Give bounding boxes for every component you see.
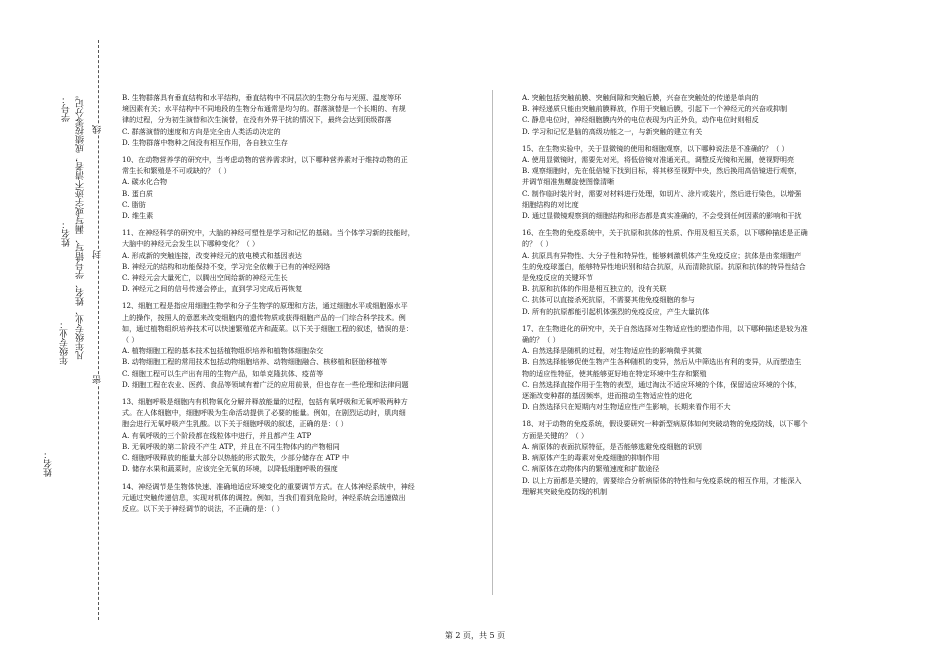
question-stem-line: 胞会进行无氧呼吸产生乳酸。以下关于细胞呼吸的叙述，正确的是：（ ） bbox=[122, 419, 348, 429]
answer-option: B. 神经递质只能由突触前膜释放，作用于突触后膜，引起下一个神经元的兴奋或抑制 bbox=[522, 104, 788, 114]
answer-option: C. 自然选择直接作用于生物的表型，通过淘汰不适应环境的个体，保留适应环境的个体， bbox=[522, 379, 802, 389]
answer-option: D. 学习和记忆是脑的高级功能之一，与新突触的建立有关 bbox=[522, 126, 703, 136]
answer-option: C. 神经元会大量死亡，以腾出空间给新的神经元生长 bbox=[122, 273, 288, 283]
question-block bbox=[522, 323, 867, 413]
class-label: 年级专业： bbox=[60, 320, 70, 365]
question-stem-line: 确的？（ ） bbox=[522, 335, 560, 345]
left-column bbox=[122, 92, 462, 520]
answer-option: C. 细胞工程可以生产出有用的生物产品，如单克隆抗体、疫苗等 bbox=[122, 368, 324, 378]
answer-option: D. 神经元之间的信号传递会停止，直到学习完成后再恢复 bbox=[122, 284, 303, 294]
answer-option: 是免疫反应的关键环节 bbox=[522, 273, 593, 283]
answer-option: A. 自然选择是随机的过程，对生物适应性的影响微乎其微 bbox=[522, 346, 702, 356]
question-block bbox=[122, 396, 462, 474]
answer-option: D. 生物群落中物种之间没有相互作用，各自独立生存 bbox=[122, 137, 289, 147]
question-stem-line: 式。在人体细胞中，细胞呼吸为生命活动提供了必要的能量。例如，在剧烈运动时，肌肉细 bbox=[122, 408, 406, 418]
answer-option: B. 观察细胞时，先在低倍镜下找到目标，将其移至视野中央，然后换用高倍镜进行观察， bbox=[522, 166, 802, 176]
answer-option: A. 形成新的突触连接，改变神经元的放电模式和基因表达 bbox=[122, 250, 302, 260]
answer-option: 细胞结构的对比度 bbox=[522, 199, 579, 209]
question-stem-line: 反应。以下关于神经调节的说法，不正确的是：（ ） bbox=[122, 503, 284, 513]
school-label: 姓名： bbox=[44, 450, 54, 477]
answer-option: B. 自然选择能够促使生物产生各种随机的变异，然后从中筛选出有利的变异，从而塑造生 bbox=[522, 357, 802, 367]
answer-option: D. 维生素 bbox=[122, 211, 154, 221]
right-column bbox=[522, 92, 867, 503]
answer-option: 并调节细准焦螺旋使图像清晰 bbox=[522, 177, 615, 187]
question-block bbox=[522, 143, 867, 221]
answer-option: 理解其突破免疫防线的机制 bbox=[522, 486, 608, 496]
question-block bbox=[122, 92, 462, 148]
answer-option: C. 静息电位时，神经细胞膜内外的电位表现为内正外负，动作电位时则相反 bbox=[522, 115, 759, 125]
answer-option: D. 通过显微镜观察到的细胞结构和形态都是真实准确的，不会受到任何因素的影响和干扰 bbox=[522, 211, 802, 221]
answer-option: 物的适应性特征，使其能够更好地在特定环境中生存和繁殖 bbox=[522, 368, 707, 378]
answer-option: D. 以上方面都是关键的，需要综合分析病原体的特性和与免疫系统的相互作用，才能深入 bbox=[522, 475, 802, 485]
seal-mark-xian: 线 bbox=[93, 125, 103, 134]
question-stem-line: 14、神经调节是生物体快速、准确地适应环境变化的重要调节方式。在人体神经系统中，神经 bbox=[122, 481, 415, 491]
answer-option: D. 自然选择只在短期内对生物适应性产生影响，长期来看作用不大 bbox=[522, 402, 731, 412]
question-stem-line: 17、在生物进化的研究中，关于自然选择对生物适应性的塑造作用，以下哪种描述是较为准 bbox=[522, 323, 808, 333]
question-block bbox=[522, 92, 867, 137]
page-number: 第 2 页，共 5 页 bbox=[444, 631, 506, 640]
question-block bbox=[522, 418, 867, 496]
answer-option: C. 制作临时装片时，需要对材料进行处理，如切片、涂片或装片，然后进行染色，以增强 bbox=[522, 188, 802, 198]
id-label: 学号： bbox=[62, 95, 72, 122]
answer-option: A. 碳水化合物 bbox=[122, 177, 168, 187]
answer-option: A. 使用显微镜时，需要先对光，将低倍镜对准通光孔，调整反光镜和光圈，使视野明亮 bbox=[522, 155, 795, 165]
answer-option: D. 细胞工程在农业、医药、食品等领域有着广泛的应用前景，但也存在一些伦理和法律问题 bbox=[122, 379, 409, 389]
answer-option: C. 病原体在动物体内的繁殖速度和扩散途径 bbox=[522, 464, 660, 474]
question-stem-line: 10、在动物营养学的研究中，当考虑动物的营养需求时，以下哪种营养素对于维持动物的正 bbox=[122, 155, 408, 165]
answer-option: C. 群落演替的速度和方向是完全由人类活动决定的 bbox=[122, 126, 281, 136]
answer-option: B. 病原体产生的毒素对免疫细胞的抑制作用 bbox=[522, 453, 660, 463]
binding-warning: 凡年级专业、姓名、学号错写、漏写或字迹不清者，成绩按零分记。 bbox=[76, 90, 86, 360]
answer-option: C. 抗体可以直接杀死抗原，不需要其他免疫细胞的参与 bbox=[522, 295, 695, 305]
question-block bbox=[122, 481, 462, 515]
answer-option: D. 所有的抗原都能引起机体强烈的免疫反应，产生大量抗体 bbox=[522, 306, 710, 316]
question-stem-line: 13、细胞呼吸是细胞内有机物氧化分解并释放能量的过程，包括有氧呼吸和无氧呼吸两种方 bbox=[122, 397, 408, 407]
question-stem-line: 15、在生物实验中，关于显微镜的使用和细胞观察，以下哪种说法是不准确的？（ ） bbox=[522, 143, 789, 153]
question-stem-line: 18、对于动物的免疫系统，假设要研究一种新型病原体如何突破动物的免疫防线，以下哪个 bbox=[522, 419, 808, 429]
answer-option: A. 植物细胞工程的基本技术包括植物组织培养和植物体细胞杂交 bbox=[122, 346, 324, 356]
answer-option: 逐渐改变种群的基因频率，进而推动生物适应性的进化 bbox=[522, 391, 693, 401]
name-label: 姓名： bbox=[62, 220, 72, 247]
column-divider bbox=[492, 90, 493, 595]
question-stem-line: 元通过突触传递信息，实现对机体的调控。例如，当我们看到危险时，神经系统会迅速做出 bbox=[122, 492, 406, 502]
answer-option: B. 抗原和抗体的作用是相互独立的，没有关联 bbox=[522, 284, 667, 294]
question-stem-line: 的？（ ） bbox=[522, 239, 553, 249]
question-stem-line: 上的操作，按照人的意愿来改变细胞内的遗传物质或获得细胞产品的一门综合科学技术。例 bbox=[122, 312, 406, 322]
question-block bbox=[522, 227, 867, 317]
seal-mark-feng: 封 bbox=[93, 250, 103, 259]
question-block bbox=[122, 154, 462, 221]
answer-option: C. 细胞呼吸释放的能量大部分以热能的形式散失，少部分储存在 ATP 中 bbox=[122, 453, 350, 463]
answer-option: A. 突触包括突触前膜、突触间隙和突触后膜，兴奋在突触处的传递是单向的 bbox=[522, 93, 759, 102]
answer-option: C. 脂肪 bbox=[122, 199, 146, 209]
question-stem-line: 如，通过植物组织培养技术可以快速繁殖花卉和蔬菜。以下关于细胞工程的叙述，错误的是： bbox=[122, 323, 413, 333]
answer-option: A. 有氧呼吸的三个阶段都在线粒体中进行，并且都产生 ATP bbox=[122, 430, 312, 440]
answer-option: B. 无氧呼吸的第二阶段不产生 ATP，并且在不同生物体内的产物相同 bbox=[122, 441, 340, 451]
answer-option: B. 生物群落具有垂直结构和水平结构，垂直结构中不同层次的生物分布与光照、温度等环 bbox=[122, 93, 402, 102]
question-block bbox=[122, 227, 462, 294]
question-stem-line: 方面是关键的？（ ） bbox=[522, 430, 589, 440]
answer-option: B. 神经元的结构和功能保持不变，学习完全依赖于已有的神经网络 bbox=[122, 261, 331, 271]
answer-option: 境因素有关；水平结构中不同地段的生物分布通常是均匀的。群落演替是一个长期的、有规 bbox=[122, 104, 406, 114]
answer-option: 律的过程，分为初生演替和次生演替，在没有外界干扰的情况下，最终会达到顶级群落 bbox=[122, 115, 392, 125]
question-stem-line: 16、在生物的免疫系统中，关于抗原和抗体的性质、作用及相互关系，以下哪种描述是正确 bbox=[522, 228, 808, 238]
question-stem-line: 11、在神经科学的研究中，大脑的神经可塑性是学习和记忆的基础。当个体学习新的技能时， bbox=[122, 228, 415, 238]
question-stem-line: 12、细胞工程是指应用细胞生物学和分子生物学的原理和方法，通过细胞水平或细胞器水平 bbox=[122, 301, 408, 311]
question-stem-line: 大脑中的神经元会发生以下哪种变化？（ ） bbox=[122, 239, 260, 249]
question-block bbox=[122, 300, 462, 390]
answer-option: A. 病原体的表面抗原特征，是否能够逃避免疫细胞的识别 bbox=[522, 441, 702, 451]
question-stem-line: 常生长和繁殖是不可或缺的？（ ） bbox=[122, 166, 231, 176]
answer-option: D. 储存水果和蔬菜时，应该完全无氧的环境，以降低细胞呼吸的强度 bbox=[122, 464, 338, 474]
answer-option: B. 蛋白质 bbox=[122, 188, 154, 198]
answer-option: A. 抗原具有异物性、大分子性和特异性，能够刺激机体产生免疫反应；抗体是由浆细胞产 bbox=[522, 250, 802, 260]
answer-option: B. 动物细胞工程的常用技术包括动物细胞培养、动物细胞融合、核移植和胚胎移植等 bbox=[122, 357, 388, 367]
answer-option: 生的免疫球蛋白，能够特异性地识别和结合抗原，从而清除抗原。抗原和抗体的特异性结合 bbox=[522, 261, 806, 271]
question-stem-line: （ ） bbox=[122, 335, 139, 345]
seal-mark-mi: 密 bbox=[93, 375, 103, 384]
